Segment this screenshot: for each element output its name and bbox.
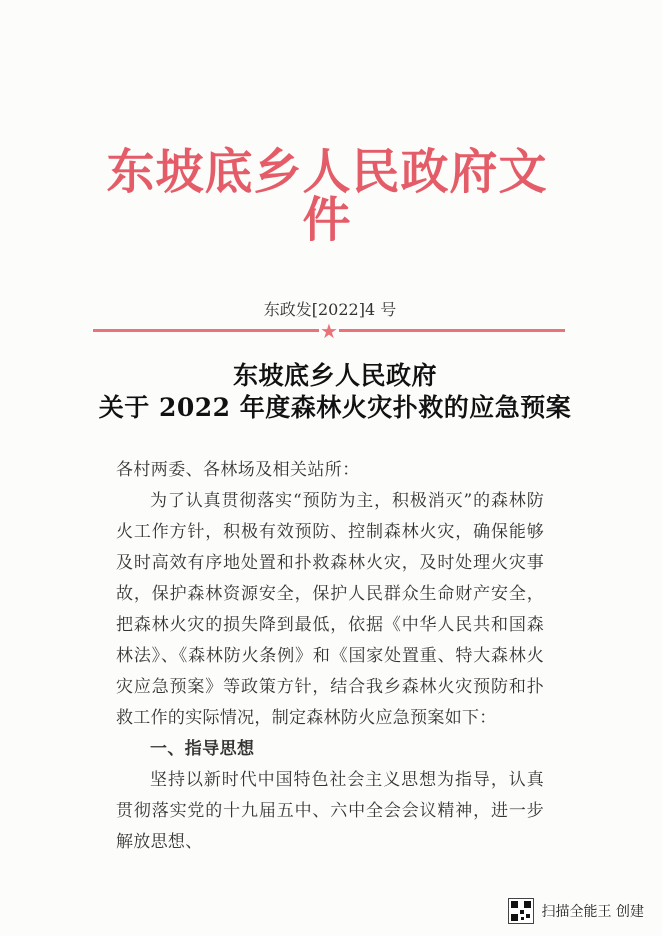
salutation: 各村两委、各林场及相关站所： [116,460,360,480]
divider-line-left [93,329,319,332]
divider-line-right [339,329,565,332]
paragraph-intro: 为了认真贯彻落实“预防为主，积极消灭”的森林防火工作方针，积极有效预防、控制森林火灾，确保能够及时高效有序地处置和扑救森林火灾，及时处理火灾事故，保护森林资源安全，保护人民群众生命财产安全，把森林火灾的损失降到最低，依据《中华人民共和国森林法》、《森林防火条例》和《国家处置重、特大森林火灾应急预案》等政策方针，结合我乡森林火灾预防和扑救工作的实际情况，制定森林防火应急预案如下： [116,491,544,728]
section-heading-guiding-ideology: 一、指导思想 [150,739,255,759]
star-icon: ★ [320,319,338,343]
qr-code-icon [508,898,534,924]
document-title-line-2: 关于 2022 年度森林火灾扑救的应急预案 [98,393,572,422]
document-body [116,455,544,858]
document-header-title: 东坡底乡人民政府文件 [106,144,548,248]
document-title-line-1: 东坡底乡人民政府 [232,361,437,390]
scanner-label: 扫描全能王 创建 [541,904,644,920]
document-number: 东政发[2022]4 号 [263,300,397,319]
red-divider [93,319,565,343]
scanner-watermark [508,897,644,925]
paragraph-guiding-ideology: 坚持以新时代中国特色社会主义思想为指导，认真贯彻落实党的十九届五中、六中全会会议精神，进一步解放思想、 [116,770,544,852]
